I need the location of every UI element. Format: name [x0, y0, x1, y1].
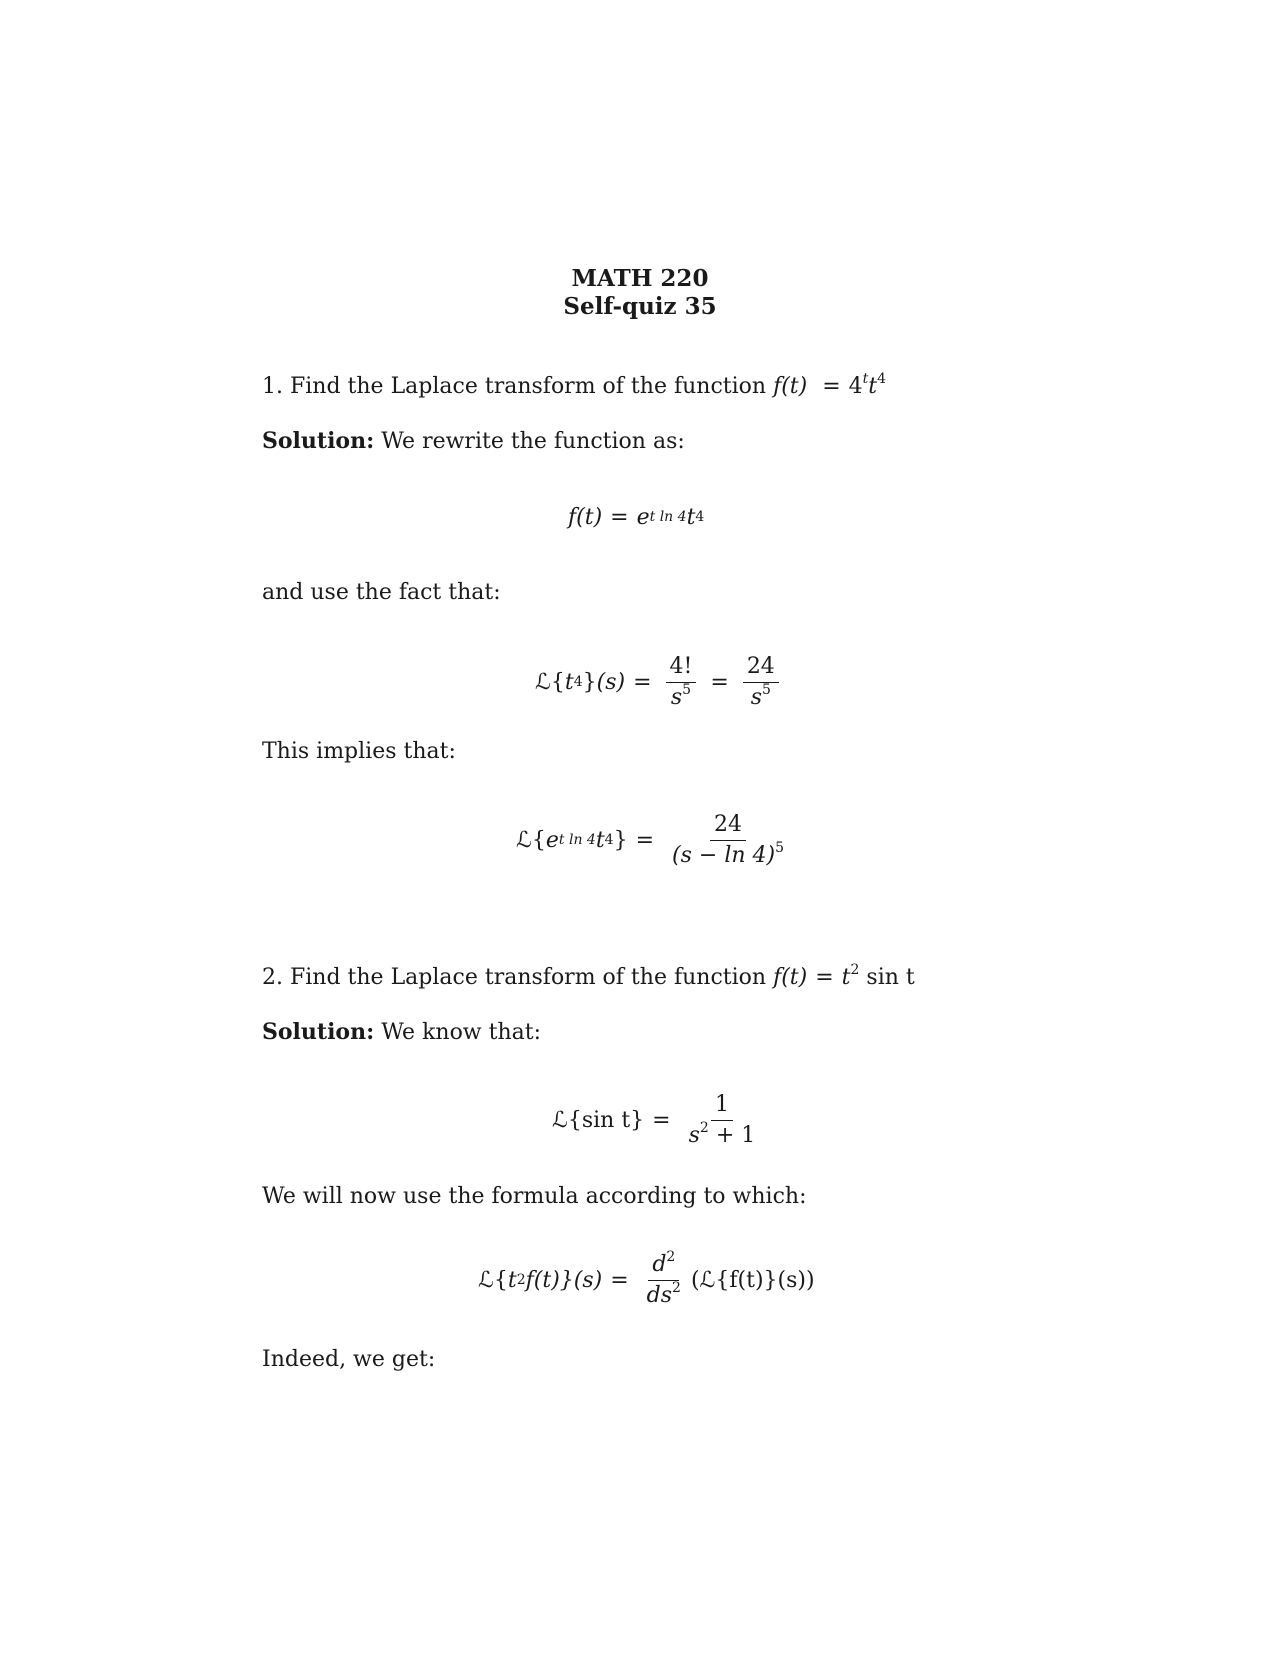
problem-1-statement: 1. Find the Laplace transform of the function $f(t) = 4^tt^4$	[262, 371, 887, 399]
fraction-result: $\frac{24}{(s - \ln 4)^5}$	[672, 811, 785, 868]
solution-label: Solution:	[262, 428, 375, 454]
problem-1-equation-1: f(t) = e t ln 4 t 4	[568, 504, 705, 530]
quiz-title: Self-quiz 35	[563, 293, 717, 320]
problem-1-equation-2: ℒ { t 4 } (s) = $\frac{4!}{s^5}$ = $\frac{24}{s^5}$	[535, 652, 785, 712]
problem-1-equation-3: ℒ { e t ln 4 t 4 } = $\frac{24}{(s - \ln 4)^5}$	[516, 808, 794, 872]
problem-2-text-3: Indeed, we get:	[262, 1347, 436, 1372]
problem-1-solution-intro: Solution: We rewrite the function as:	[262, 428, 685, 454]
problem-2-equation-1: ℒ{sin t} = $\frac{1}{s^2 + 1}$	[552, 1088, 765, 1152]
problem-2-statement: 2. Find the Laplace transform of the function $f(t) = t^2$ sin t	[262, 962, 915, 990]
course-title: MATH 220	[571, 265, 709, 292]
problem-1-text: Find the Laplace transform of the function	[290, 374, 767, 399]
fraction-second-derivative: $\frac{d^2}{ds^2}$	[646, 1248, 681, 1308]
problem-1-number: 1.	[262, 374, 283, 399]
problem-2-equation-2: ℒ { t 2 f(t)}(s) = $\frac{d^2}{ds^2}$ (ℒ{f(t)}(s))	[478, 1248, 815, 1308]
fraction-24: $\frac{24}{s^5}$	[743, 654, 779, 711]
fraction-4-factorial: $\frac{4!}{s^5}$	[666, 654, 697, 711]
problem-2-number: 2.	[262, 965, 283, 990]
fraction-sin: $\frac{1}{s^2 + 1}$	[688, 1091, 756, 1148]
problem-2-solution-intro: Solution: We know that:	[262, 1019, 542, 1045]
problem-2-text-2: We will now use the formula according to which:	[262, 1184, 807, 1209]
solution-label: Solution:	[262, 1019, 375, 1045]
problem-1-function-lhs: f(t)	[773, 374, 808, 399]
problem-2-text: Find the Laplace transform of the function	[290, 965, 767, 990]
problem-1-text-3: This implies that:	[262, 739, 456, 764]
problem-1-text-2: and use the fact that:	[262, 580, 501, 605]
